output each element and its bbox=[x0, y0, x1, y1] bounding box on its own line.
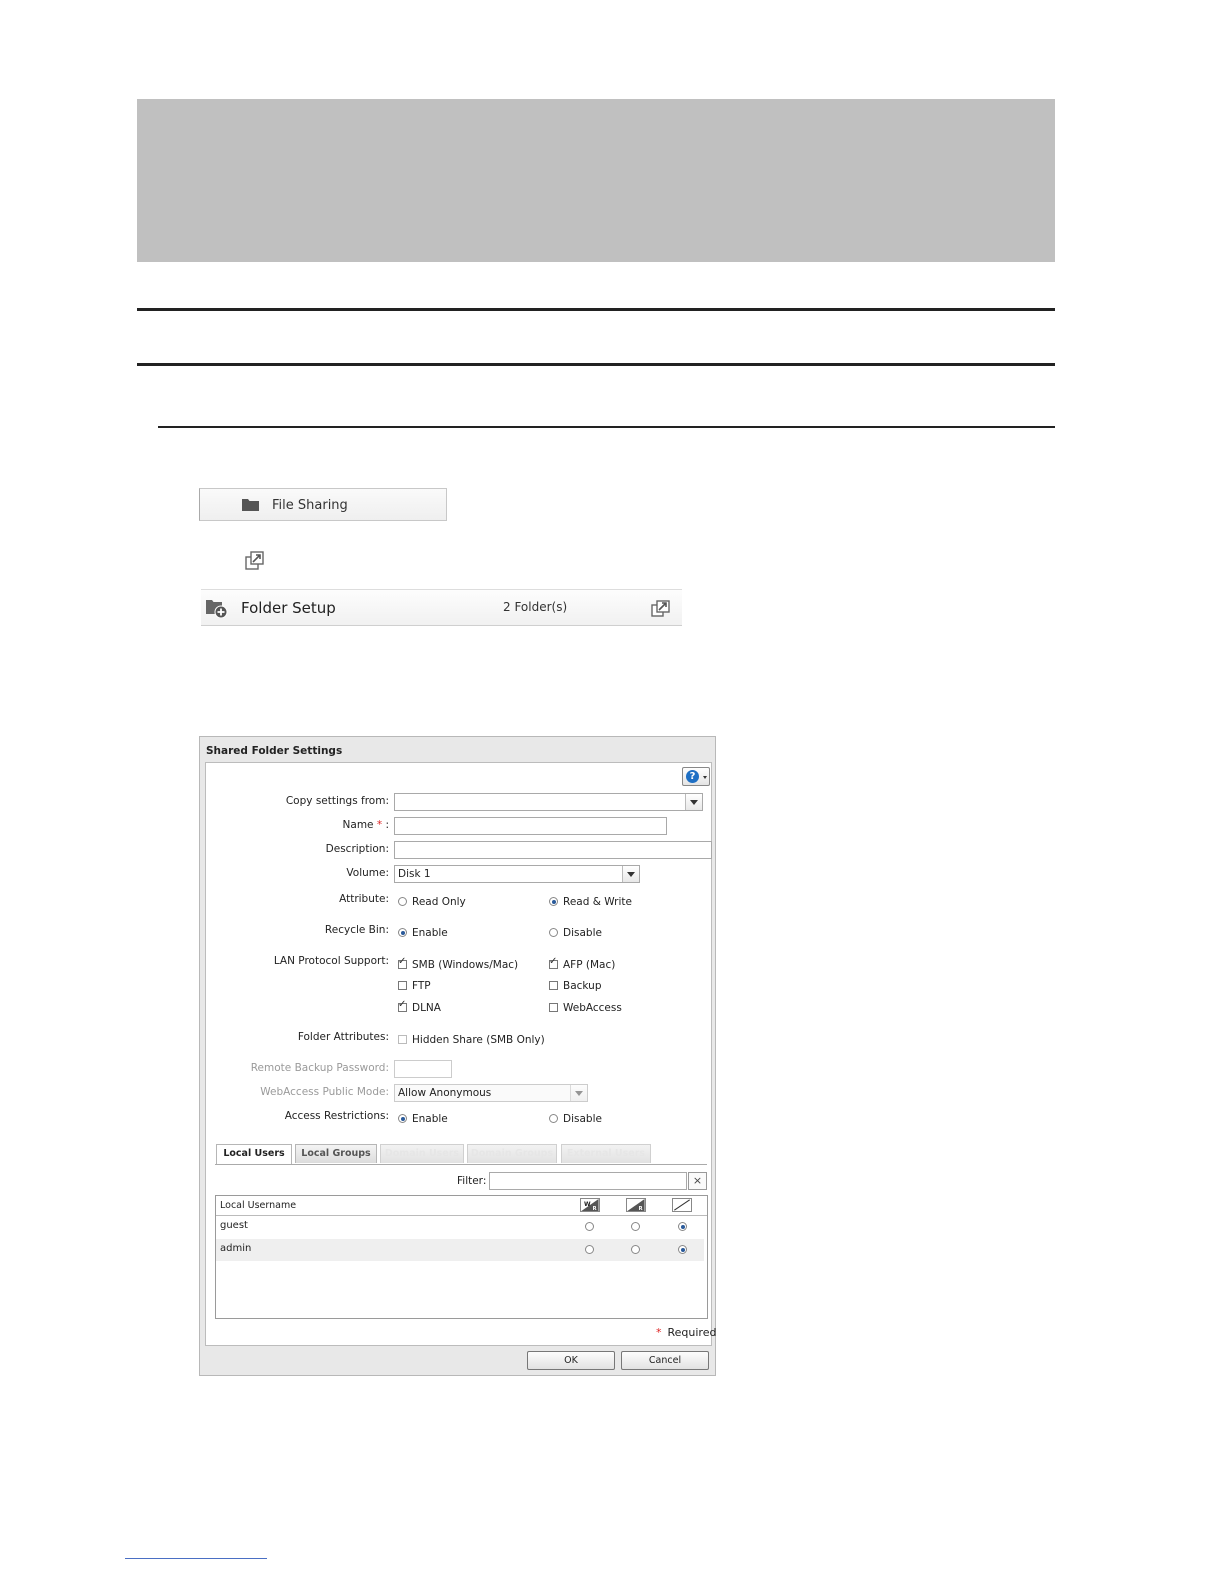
sidebar-item-file-sharing[interactable] bbox=[199, 488, 447, 521]
divider-rule bbox=[137, 363, 1055, 366]
tab-external-users: External Users bbox=[561, 1144, 651, 1163]
ftp-checkbox[interactable]: FTP bbox=[398, 980, 431, 992]
radio-icon bbox=[549, 928, 558, 937]
help-icon: ? bbox=[686, 770, 699, 783]
svg-text:R: R bbox=[592, 1206, 597, 1212]
description-field[interactable] bbox=[394, 841, 712, 859]
table-row[interactable] bbox=[216, 1216, 704, 1238]
tab-domain-users: Domain Users bbox=[380, 1144, 464, 1163]
copy-settings-select[interactable] bbox=[394, 793, 703, 811]
filter-label: Filter: bbox=[457, 1175, 487, 1187]
divider-rule bbox=[158, 426, 1055, 428]
cancel-button[interactable]: Cancel bbox=[621, 1351, 709, 1370]
backup-checkbox[interactable]: Backup bbox=[549, 980, 602, 992]
local-users-grid bbox=[215, 1195, 708, 1319]
checkbox-icon bbox=[398, 1003, 407, 1012]
dialog-title: Shared Folder Settings bbox=[206, 745, 343, 757]
read-only-icon[interactable] bbox=[626, 1198, 646, 1212]
webaccess-checkbox[interactable]: WebAccess bbox=[549, 1002, 622, 1014]
smb-checkbox[interactable]: ✓ SMB (Windows/Mac) bbox=[398, 959, 518, 971]
permission-read-write-radio[interactable] bbox=[585, 1222, 594, 1231]
read-write-icon[interactable] bbox=[580, 1198, 600, 1212]
user-tabs bbox=[215, 1144, 707, 1165]
radio-icon bbox=[549, 897, 558, 906]
expand-icon[interactable] bbox=[651, 600, 670, 617]
folder-count: 2 Folder(s) bbox=[503, 600, 568, 614]
divider-rule bbox=[137, 308, 1055, 311]
svg-text:W: W bbox=[584, 1200, 591, 1208]
ok-button[interactable]: OK bbox=[527, 1351, 615, 1370]
chevron-down-icon bbox=[703, 776, 707, 779]
footer-link-underline bbox=[125, 1558, 267, 1559]
radio-icon bbox=[549, 1114, 558, 1123]
attribute-read-only-radio[interactable]: Read Only bbox=[398, 896, 466, 908]
checkbox-icon bbox=[549, 981, 558, 990]
clear-filter-button[interactable]: × bbox=[688, 1172, 707, 1190]
folder-attributes-label: Folder Attributes: bbox=[297, 1031, 389, 1043]
copy-settings-label: Copy settings from: bbox=[285, 795, 389, 807]
dialog-body bbox=[205, 762, 717, 1346]
webaccess-public-mode-label: WebAccess Public Mode: bbox=[260, 1086, 389, 1098]
checkbox-icon bbox=[398, 1035, 407, 1044]
name-label: Name * : bbox=[342, 819, 389, 831]
add-folder-icon bbox=[206, 598, 228, 618]
lan-protocol-label: LAN Protocol Support: bbox=[273, 955, 389, 967]
tab-domain-groups: Domain Groups bbox=[467, 1144, 557, 1163]
permission-read-write-radio[interactable] bbox=[585, 1245, 594, 1254]
checkbox-icon bbox=[549, 1003, 558, 1012]
chevron-down-icon bbox=[570, 1085, 587, 1101]
column-local-username: Local Username bbox=[220, 1200, 297, 1211]
recycle-bin-label: Recycle Bin: bbox=[324, 924, 389, 936]
required-note: * Required bbox=[656, 1326, 717, 1339]
remote-backup-password-field[interactable] bbox=[394, 1060, 452, 1078]
access-restrictions-label: Access Restrictions: bbox=[284, 1110, 389, 1122]
access-enable-radio[interactable]: Enable bbox=[398, 1113, 448, 1125]
header-band bbox=[137, 99, 1055, 262]
svg-text:R: R bbox=[638, 1206, 643, 1212]
attribute-label: Attribute: bbox=[339, 893, 389, 905]
attribute-read-write-radio[interactable]: Read & Write bbox=[549, 896, 632, 908]
tab-local-groups[interactable]: Local Groups bbox=[295, 1144, 377, 1163]
chevron-down-icon bbox=[685, 794, 702, 810]
checkbox-icon bbox=[549, 960, 558, 969]
filter-input[interactable] bbox=[489, 1172, 687, 1190]
recycle-disable-radio[interactable]: Disable bbox=[549, 927, 602, 939]
required-star: * bbox=[376, 819, 383, 831]
radio-icon bbox=[398, 928, 407, 937]
sidebar-item-label: File Sharing bbox=[272, 498, 348, 513]
hidden-share-checkbox[interactable]: Hidden Share (SMB Only) bbox=[398, 1034, 545, 1046]
permission-no-access-radio[interactable] bbox=[678, 1222, 687, 1231]
access-disable-radio[interactable]: Disable bbox=[549, 1113, 602, 1125]
expand-icon[interactable] bbox=[245, 551, 264, 570]
recycle-enable-radio[interactable]: Enable bbox=[398, 927, 448, 939]
required-star: * bbox=[656, 1326, 662, 1339]
checkbox-icon bbox=[398, 981, 407, 990]
volume-select[interactable]: Disk 1 bbox=[394, 865, 640, 883]
username: admin bbox=[220, 1243, 252, 1254]
tab-local-users[interactable]: Local Users bbox=[216, 1144, 292, 1164]
name-field[interactable] bbox=[394, 817, 667, 835]
remote-backup-label: Remote Backup Password: bbox=[250, 1062, 389, 1074]
folder-icon bbox=[242, 498, 259, 511]
checkbox-icon bbox=[398, 960, 407, 969]
folder-setup-row[interactable] bbox=[201, 589, 682, 626]
volume-label: Volume: bbox=[346, 867, 389, 879]
help-button[interactable] bbox=[682, 767, 710, 786]
dlna-checkbox[interactable]: ✓DLNA bbox=[398, 1002, 441, 1014]
permission-read-only-radio[interactable] bbox=[631, 1222, 640, 1231]
description-label: Description: bbox=[325, 843, 389, 855]
webaccess-public-mode-select[interactable]: Allow Anonymous bbox=[394, 1084, 588, 1102]
radio-icon bbox=[398, 897, 407, 906]
no-access-icon[interactable] bbox=[672, 1198, 692, 1212]
chevron-down-icon bbox=[622, 866, 639, 882]
folder-setup-label: Folder Setup bbox=[241, 599, 336, 617]
radio-icon bbox=[398, 1114, 407, 1123]
permission-read-only-radio[interactable] bbox=[631, 1245, 640, 1254]
username: guest bbox=[220, 1220, 248, 1231]
afp-checkbox[interactable]: ✓ AFP (Mac) bbox=[549, 959, 615, 971]
grid-header bbox=[216, 1196, 707, 1216]
shared-folder-settings-dialog bbox=[199, 736, 716, 1376]
table-row[interactable] bbox=[216, 1239, 704, 1261]
permission-no-access-radio[interactable] bbox=[678, 1245, 687, 1254]
